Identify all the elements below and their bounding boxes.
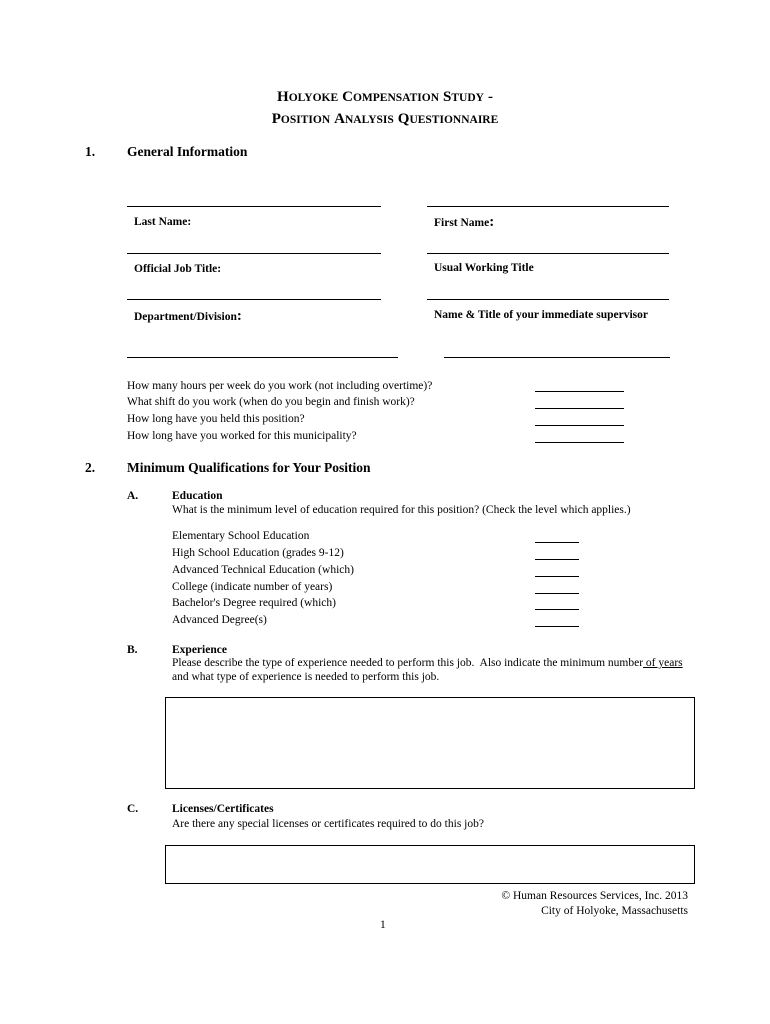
- title-initial-letter: S: [443, 89, 452, 105]
- education-check-line-advanced-degree[interactable]: [535, 626, 579, 627]
- right-top-field-line[interactable]: [427, 206, 669, 207]
- question-time-in-position: How long have you held this position?: [127, 413, 305, 425]
- section-2-number: 2.: [85, 460, 96, 475]
- title-letters: OSITION: [280, 114, 331, 126]
- form-title-line2-text: [272, 110, 499, 127]
- education-check-line-elementary[interactable]: [535, 542, 579, 543]
- first-name-field[interactable]: [427, 253, 669, 254]
- title-initial-letter: C: [342, 89, 353, 105]
- title-initial-letter: Q: [397, 111, 410, 127]
- section-2-heading: Minimum Qualifications for Your Position: [127, 460, 371, 475]
- education-prompt: What is the minimum level of education required for this position? (Check the level which applies.): [172, 504, 631, 516]
- department-label: [134, 310, 242, 324]
- hours-per-week-answer-line[interactable]: [535, 391, 624, 392]
- education-check-line-advanced-technical[interactable]: [535, 576, 579, 577]
- title-letters: OLYOKE: [288, 92, 339, 104]
- experience-prompt-line2: and what type of experience is needed to perform this job.: [172, 671, 440, 683]
- supervisor-field[interactable]: [444, 357, 670, 358]
- experience-prompt-line1: [172, 656, 683, 670]
- page-number: 1: [380, 919, 386, 931]
- department-label-text: Department/Division: [134, 311, 237, 323]
- last-name-field[interactable]: [127, 253, 381, 254]
- footer-copyright: © Human Resources Services, Inc. 2013: [501, 890, 688, 902]
- footer-city: City of Holyoke, Massachusetts: [541, 905, 688, 917]
- title-initial-letter: A: [334, 111, 345, 127]
- education-check-line-college[interactable]: [535, 593, 579, 594]
- title-letters: UESTIONNAIRE: [409, 114, 499, 126]
- department-field[interactable]: [127, 357, 398, 358]
- experience-prompt-line1-text: Please describe the type of experience needed to perform this job. Also indicate the minimum number: [172, 657, 644, 669]
- question-time-with-municipality: How long have you worked for this municipality?: [127, 430, 357, 442]
- section-1-heading: General Information: [127, 144, 248, 159]
- form-title-line1: [0, 88, 770, 107]
- title-letters: OMPENSATION: [352, 92, 440, 104]
- usual-working-title-field[interactable]: [427, 299, 669, 300]
- usual-working-title-label: Usual Working Title: [434, 262, 534, 274]
- experience-textbox[interactable]: [165, 697, 695, 789]
- first-name-label-text: First Name: [434, 217, 490, 229]
- title-letters: TUDY: [451, 92, 484, 104]
- education-title: Education: [172, 490, 223, 502]
- licenses-title: Licenses/Certificates: [172, 803, 274, 815]
- licenses-textbox[interactable]: [165, 845, 695, 884]
- question-shift: What shift do you work (when do you begin and finish work)?: [127, 396, 415, 408]
- supervisor-label: Name & Title of your immediate supervisor: [434, 309, 649, 321]
- first-name-label-colon: :: [489, 214, 495, 230]
- experience-prompt-underlined: of years: [643, 657, 683, 669]
- education-option-elementary: Elementary School Education: [172, 530, 310, 542]
- education-option-high-school: High School Education (grades 9-12): [172, 547, 344, 559]
- experience-title: Experience: [172, 644, 227, 656]
- form-title-line1-text: [277, 88, 493, 105]
- subsection-a-letter: A.: [127, 490, 139, 502]
- first-name-label: [434, 216, 494, 230]
- licenses-prompt: Are there any special licenses or certificates required to do this job?: [172, 818, 484, 830]
- subsection-c-letter: C.: [127, 803, 139, 815]
- last-name-label: Last Name:: [134, 216, 192, 228]
- subsection-b-letter: B.: [127, 644, 138, 656]
- title-initial-letter: -: [487, 89, 493, 105]
- official-job-title-field[interactable]: [127, 299, 381, 300]
- education-check-line-bachelors[interactable]: [535, 609, 579, 610]
- education-check-line-high-school[interactable]: [535, 559, 579, 560]
- education-option-advanced-degree: Advanced Degree(s): [172, 614, 267, 626]
- question-hours-per-week: How many hours per week do you work (not including overtime)?: [127, 380, 433, 392]
- education-option-bachelors: Bachelor's Degree required (which): [172, 597, 336, 609]
- title-initial-letter: P: [271, 111, 281, 127]
- shift-answer-line[interactable]: [535, 408, 624, 409]
- left-top-field-line[interactable]: [127, 206, 381, 207]
- official-job-title-label: Official Job Title:: [134, 263, 222, 275]
- title-initial-letter: H: [277, 89, 289, 105]
- title-letters: NALYSIS: [344, 114, 394, 126]
- form-title-line2: [0, 110, 770, 129]
- time-with-municipality-answer-line[interactable]: [535, 442, 624, 443]
- section-1-number: 1.: [85, 144, 96, 159]
- education-option-college: College (indicate number of years): [172, 581, 333, 593]
- time-in-position-answer-line[interactable]: [535, 425, 624, 426]
- department-label-colon: :: [236, 308, 242, 324]
- education-option-advanced-technical: Advanced Technical Education (which): [172, 564, 354, 576]
